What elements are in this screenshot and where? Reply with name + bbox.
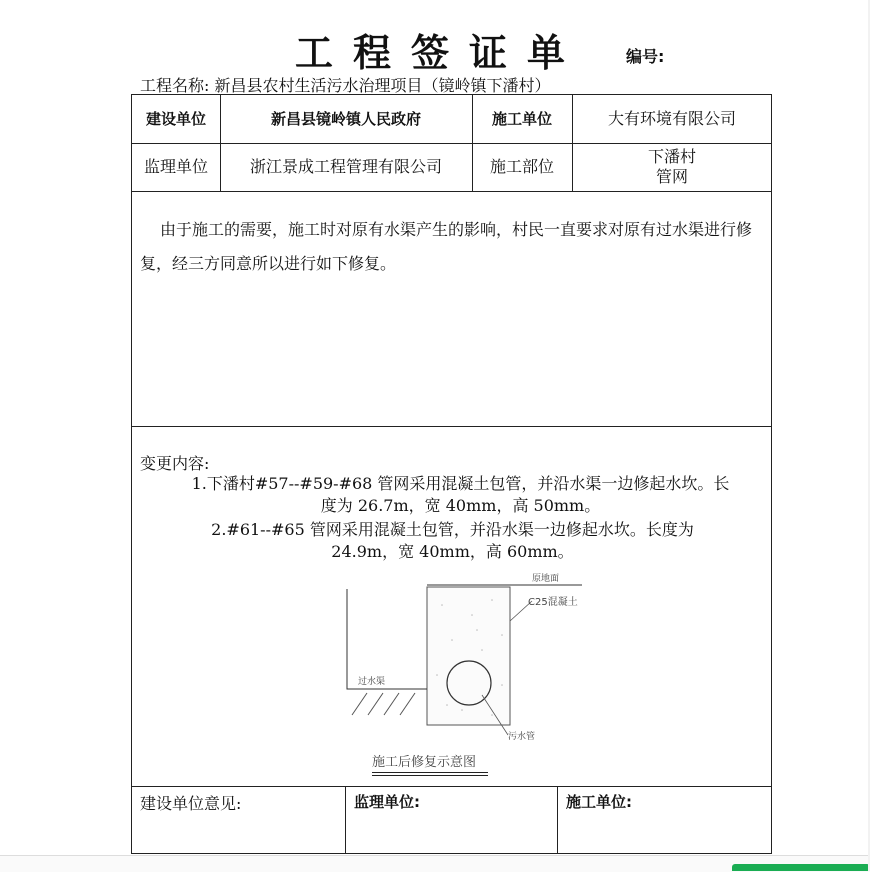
col-divider [557,786,558,854]
supervisor-sign-label: 监理单位: [354,793,420,811]
document-title: 工程签证单 [295,31,586,75]
site-value-line1: 下潘村 [647,147,696,166]
site-value-line2: 管网 [655,167,688,186]
builder-sign-label: 施工单位: [566,793,632,811]
concrete-block [427,587,510,725]
row-divider [132,426,771,427]
change-item-2-line1: 2.#61--#65 管网采用混凝土包管，并沿水渠一边修起水坎。长度为 [211,520,694,539]
site-label: 施工部位 [489,157,554,176]
reason-text: 由于施工的需要，施工时对原有水渠产生的影响，村民一直要求对原有过水渠进行修复，经三方同意所以进行如下修复。 [140,220,753,273]
owner-opinion-label: 建设单位意见: [140,794,242,813]
row-divider [132,191,771,192]
construction-unit-value: 新昌县镜岭镇人民政府 [270,110,421,128]
supervisor-value: 浙江景成工程管理有限公司 [249,157,442,176]
change-item-2-line2: 24.9m，宽 40mm，高 60mm。 [331,542,574,561]
change-title: 变更内容: [140,454,210,473]
col-divider [345,786,346,854]
diagram-caption: 施工后修复示意图 [372,755,477,770]
channel-label: 过水渠 [358,677,386,687]
builder-value: 大有环境有限公司 [607,109,736,128]
builder-label: 施工单位 [491,110,552,128]
site-value [572,143,772,191]
change-item-1 [132,473,773,517]
project-name: 工程名称: 新昌县农村生活污水治理项目（镜岭镇下潘村） [140,76,551,95]
change-item-1-line2: 度为 26.7m，宽 40mm，高 50mm。 [320,496,601,515]
repair-diagram [332,555,592,745]
water-channel [347,589,427,689]
download-button[interactable] [732,864,870,871]
ground-label: 原地面 [532,574,560,584]
concrete-label: C25混凝土 [528,597,578,608]
pipe-label: 污水管 [508,732,536,742]
caption-underline [372,772,488,773]
caption-underline [372,775,488,776]
supervisor-label: 监理单位 [143,157,208,176]
row-divider [132,786,771,787]
change-item-1-line1: 1.下潘村#57--#59-#68 管网采用混凝土包管，并沿水渠一边修起水坎。长 [191,474,730,493]
construction-unit-label: 建设单位 [145,110,206,128]
soil-hatch [352,693,415,715]
number-label: 编号: [626,47,665,66]
visa-form [131,94,772,854]
